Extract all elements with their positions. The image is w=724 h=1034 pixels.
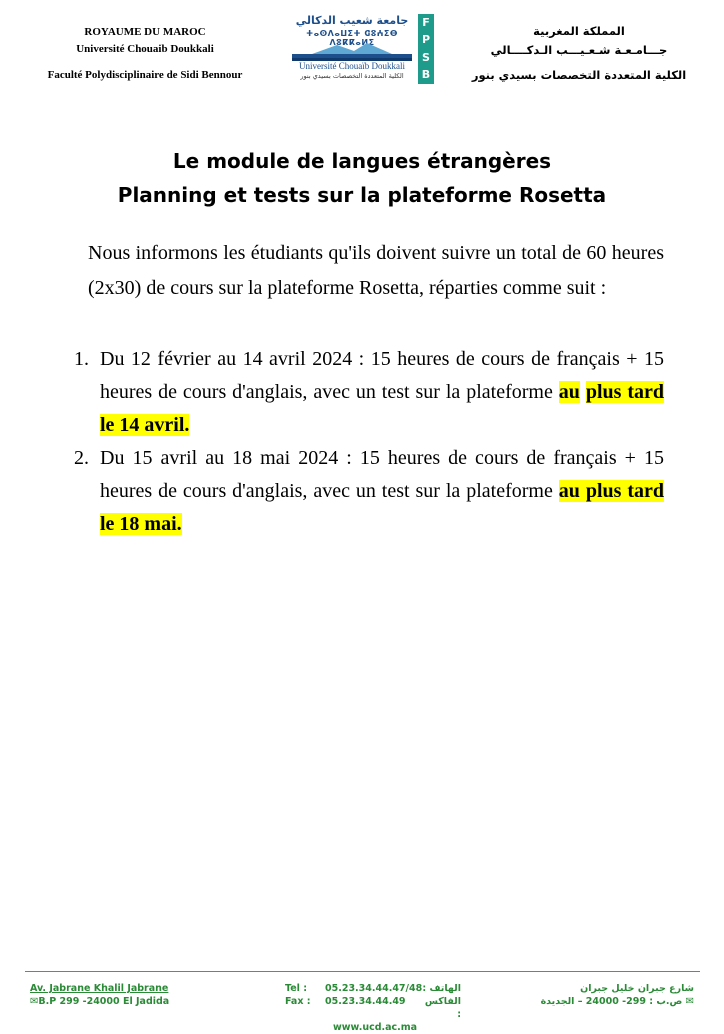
footer-address-ar bbox=[541, 982, 694, 1008]
footer-po-box-text: B.P 299 -24000 El Jadida bbox=[38, 996, 170, 1007]
footer-po-box bbox=[30, 995, 169, 1008]
deadline-highlight: au plus tard le 18 mai. bbox=[100, 480, 664, 535]
title-line-1: Le module de langues étrangères bbox=[172, 149, 552, 173]
letterhead bbox=[0, 0, 724, 95]
university-ar: جـــامـعـة شـعـيـــب الـدكــــالي bbox=[490, 43, 668, 57]
faculty-ar: الكلية المتعددة التخصصات بسيدي بنور bbox=[471, 68, 687, 82]
footer-address-fr bbox=[30, 982, 169, 1008]
faculty-fr: Faculté Polydisciplinaire de Sidi Bennour bbox=[47, 69, 243, 81]
fax-label-ar: الفاكس : bbox=[424, 996, 461, 1020]
footer-fax-row bbox=[285, 995, 461, 1021]
logo-tifinagh-name: ⵜⴰⵙⴷⴰⵡⵉⵜ ⵛⵓⵄⵉⴱ ⴷⵓⴽⴽⴰⵍⵉ bbox=[306, 29, 398, 47]
letterhead-right bbox=[464, 22, 694, 85]
fpsb-letter: F bbox=[422, 15, 430, 29]
kingdom-ar: المملكة المغربية bbox=[533, 24, 625, 38]
document-title bbox=[0, 144, 724, 212]
list-item bbox=[74, 442, 664, 541]
footer-tel-row bbox=[285, 982, 461, 995]
list-number: 2. bbox=[74, 447, 89, 469]
website-link[interactable]: www.ucd.ac.ma bbox=[333, 1022, 418, 1033]
envelope-icon: ✉ bbox=[685, 996, 694, 1007]
tel-label-ar: الهاتف : bbox=[422, 983, 461, 994]
envelope-icon: ✉ bbox=[30, 996, 39, 1007]
footer-street: Av. Jabrane Khalil Jabrane bbox=[30, 983, 169, 994]
logo-university-name: Université Chouaïb Doukkali bbox=[299, 61, 405, 71]
mountain-logo-icon bbox=[292, 41, 412, 61]
deadline-highlight: au bbox=[558, 381, 580, 403]
list-item bbox=[74, 343, 664, 442]
list-number: 1. bbox=[74, 348, 89, 370]
item-text: Du 12 février au 14 avril 2024 : 15 heures de cours de français + 15 heures de cours d'anglais, avec un test sur la plateforme bbox=[100, 348, 664, 403]
kingdom-fr: ROYAUME DU MAROC bbox=[84, 26, 206, 38]
fpsb-letter: B bbox=[421, 68, 431, 82]
schedule-list bbox=[74, 343, 664, 541]
tel-value: 05.23.34.44.47/48 bbox=[325, 983, 423, 994]
footer-divider bbox=[25, 971, 700, 972]
university-fr: Université Chouaib Doukkali bbox=[76, 43, 214, 55]
logo-arabic-name: جامعة شعيب الدكالي bbox=[295, 14, 409, 27]
fpsb-badge bbox=[418, 14, 434, 84]
fax-value: 05.23.34.44.49 bbox=[325, 996, 406, 1007]
title-line-2: Planning et tests sur la plateforme Rosetta bbox=[117, 183, 607, 207]
fpsb-letter: P bbox=[421, 33, 431, 47]
footer-contact bbox=[285, 982, 461, 1034]
intro-paragraph: Nous informons les étudiants qu'ils doivent suivre un total de 60 heures (2x30) de cours sur la plateforme Rosetta, réparties comme suit : bbox=[88, 242, 664, 299]
tel-label: Tel : bbox=[285, 983, 308, 994]
footer-street-ar: شارع جبران خليل جبران bbox=[580, 983, 694, 994]
footer-po-box-ar-text: ص.ب : 299- 24000 – الجديدة bbox=[540, 996, 683, 1007]
logo-faculty-arabic: الكلية المتعددة التخصصات بسيدي بنور bbox=[300, 72, 404, 80]
deadline-highlight: plus tard le 14 avril. bbox=[100, 381, 664, 436]
university-logo bbox=[288, 14, 438, 86]
fax-label: Fax : bbox=[285, 996, 311, 1007]
item-text: Du 15 avril au 18 mai 2024 : 15 heures de cours de français + 15 heures de cours d'anglais, avec un test sur la plateforme bbox=[100, 447, 664, 502]
fpsb-letter: S bbox=[422, 50, 430, 64]
letterhead-left bbox=[30, 24, 260, 84]
footer-po-box-ar bbox=[541, 995, 694, 1008]
